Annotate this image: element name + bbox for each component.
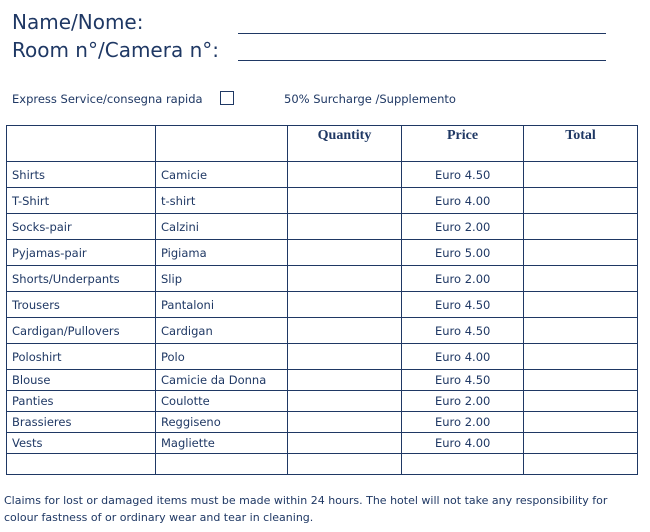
item-it-cell: Camicie da Donna [156,370,288,391]
total-cell[interactable] [524,318,638,344]
item-it-cell: Magliette [156,433,288,454]
total-cell[interactable] [524,240,638,266]
total-cell[interactable] [524,162,638,188]
item-en-cell: Trousers [7,292,156,318]
item-it-cell: Coulotte [156,391,288,412]
table-row [7,433,638,454]
item-it-cell: Calzini [156,214,288,240]
item-it-cell: Camicie [156,162,288,188]
quantity-cell[interactable] [288,266,402,292]
item-en-cell: Blouse [7,370,156,391]
price-cell: Euro 2.00 [402,391,524,412]
item-it-cell: Pantaloni [156,292,288,318]
item-en-cell: Panties [7,391,156,412]
quantity-cell[interactable] [288,214,402,240]
header-item-en [7,126,156,162]
table-row [7,391,638,412]
item-en-cell: Pyjamas-pair [7,240,156,266]
table-row [7,214,638,240]
surcharge-label: 50% Surcharge /Supplemento [284,92,456,106]
name-label: Name/Nome: [12,10,144,34]
item-it-cell: Slip [156,266,288,292]
table-row [7,188,638,214]
price-cell: Euro 4.00 [402,344,524,370]
express-service-checkbox[interactable] [220,91,234,105]
table-row [7,292,638,318]
item-en-cell: Vests [7,433,156,454]
item-en-cell: Cardigan/Pullovers [7,318,156,344]
item-en-cell: Socks-pair [7,214,156,240]
item-en-cell: T-Shirt [7,188,156,214]
quantity-cell[interactable] [288,292,402,318]
item-en-cell: Shirts [7,162,156,188]
item-en-cell: Brassieres [7,412,156,433]
table-row [7,240,638,266]
price-cell: Euro 2.00 [402,412,524,433]
header-item-it [156,126,288,162]
quantity-cell[interactable] [288,240,402,266]
table-header-row [7,126,638,162]
price-cell: Euro 4.00 [402,188,524,214]
quantity-cell[interactable] [288,344,402,370]
quantity-cell[interactable] [288,162,402,188]
header-price: Price [402,126,524,162]
total-cell[interactable] [524,454,638,475]
item-it-cell: t-shirt [156,188,288,214]
quantity-cell[interactable] [288,188,402,214]
total-cell[interactable] [524,214,638,240]
item-it-cell [156,454,288,475]
item-it-cell: Cardigan [156,318,288,344]
quantity-cell[interactable] [288,318,402,344]
table-row [7,454,638,475]
price-cell: Euro 2.00 [402,214,524,240]
price-cell: Euro 4.00 [402,433,524,454]
laundry-table [6,125,638,475]
quantity-cell[interactable] [288,391,402,412]
total-cell[interactable] [524,412,638,433]
table-row [7,412,638,433]
room-label: Room n°/Camera n°: [12,38,219,62]
quantity-cell[interactable] [288,454,402,475]
express-service-label: Express Service/consegna rapida [12,92,203,106]
name-field[interactable] [238,33,606,34]
item-it-cell: Reggiseno [156,412,288,433]
total-cell[interactable] [524,266,638,292]
table-row [7,162,638,188]
item-it-cell: Polo [156,344,288,370]
table-row [7,370,638,391]
item-it-cell: Pigiama [156,240,288,266]
table-body [7,162,638,475]
price-cell [402,454,524,475]
price-cell: Euro 2.00 [402,266,524,292]
total-cell[interactable] [524,188,638,214]
total-cell[interactable] [524,433,638,454]
room-field[interactable] [238,60,606,61]
total-cell[interactable] [524,370,638,391]
laundry-table-container [6,125,638,475]
quantity-cell[interactable] [288,370,402,391]
table-row [7,344,638,370]
price-cell: Euro 4.50 [402,370,524,391]
item-en-cell: Shorts/Underpants [7,266,156,292]
header-total: Total [524,126,638,162]
price-cell: Euro 4.50 [402,318,524,344]
table-row [7,266,638,292]
total-cell[interactable] [524,344,638,370]
price-cell: Euro 5.00 [402,240,524,266]
price-cell: Euro 4.50 [402,292,524,318]
item-en-cell [7,454,156,475]
total-cell[interactable] [524,292,638,318]
quantity-cell[interactable] [288,412,402,433]
price-cell: Euro 4.50 [402,162,524,188]
claims-notice: Claims for lost or damaged items must be made within 24 hours. The hotel will not take any responsibility for colour fastness of or ordinary wear and tear in cleaning. [4,494,608,524]
header-quantity: Quantity [288,126,402,162]
quantity-cell[interactable] [288,433,402,454]
table-row [7,318,638,344]
total-cell[interactable] [524,391,638,412]
item-en-cell: Poloshirt [7,344,156,370]
